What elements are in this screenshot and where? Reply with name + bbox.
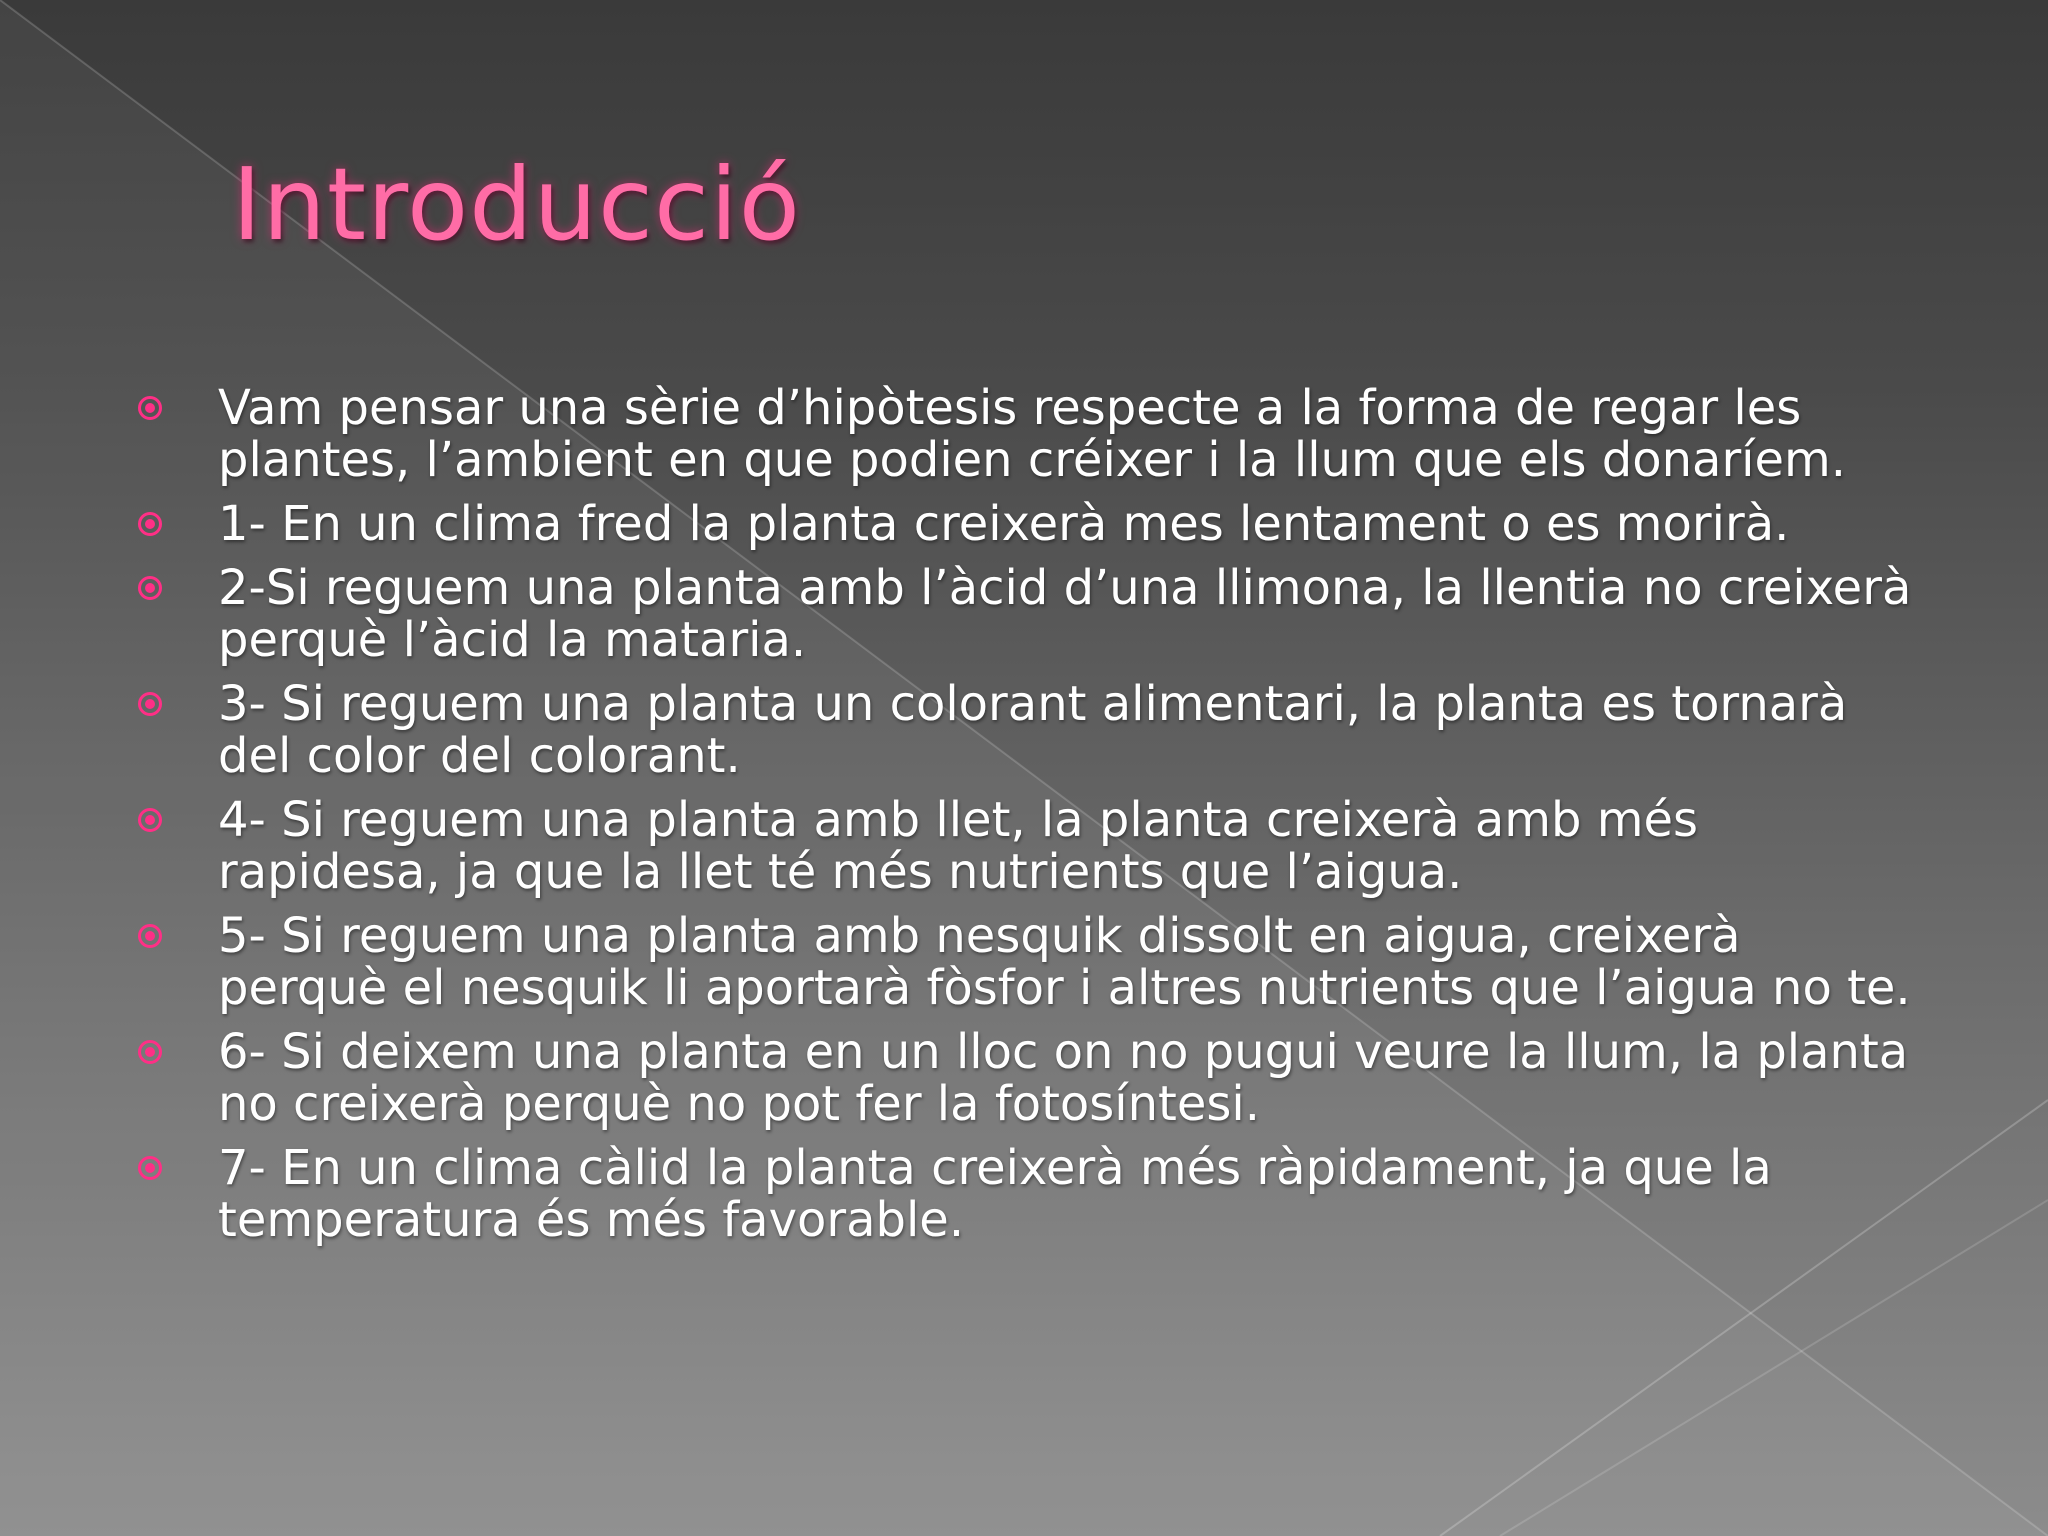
- circle-dot-bullet-icon: [138, 396, 162, 420]
- bullet-item: [134, 910, 1924, 1014]
- circle-dot-bullet-icon: [138, 1040, 162, 1064]
- bullet-text: 7- En un clima càlid la planta creixerà més ràpidament, ja que la temperatura és més favorable.: [218, 1140, 1772, 1248]
- bullet-item: [134, 678, 1924, 782]
- bullet-text: 1- En un clima fred la planta creixerà mes lentament o es morirà.: [218, 496, 1790, 552]
- bullet-text: 4- Si reguem una planta amb llet, la planta creixerà amb més rapidesa, ja que la llet té més nutrients que l’aigua.: [218, 792, 1699, 900]
- bullet-item: [134, 1026, 1924, 1130]
- circle-dot-bullet-icon: [138, 512, 162, 536]
- bullet-item: [134, 382, 1924, 486]
- bullet-item: [134, 794, 1924, 898]
- circle-dot-bullet-icon: [138, 692, 162, 716]
- bullet-list: [134, 382, 1924, 1258]
- bullet-text: 3- Si reguem una planta un colorant alimentari, la planta es tornarà del color del colorant.: [218, 676, 1848, 784]
- bullet-text: 6- Si deixem una planta en un lloc on no pugui veure la llum, la planta no creixerà perquè no pot fer la fotosíntesi.: [218, 1024, 1909, 1132]
- bullet-item: [134, 1142, 1924, 1246]
- bullet-item: [134, 498, 1924, 550]
- slide-title: Introducció: [232, 146, 801, 263]
- circle-dot-bullet-icon: [138, 808, 162, 832]
- circle-dot-bullet-icon: [138, 924, 162, 948]
- bullet-text: 2-Si reguem una planta amb l’àcid d’una llimona, la llentia no creixerà perquè l’àcid la mataria.: [218, 560, 1912, 668]
- circle-dot-bullet-icon: [138, 576, 162, 600]
- bullet-text: 5- Si reguem una planta amb nesquik dissolt en aigua, creixerà perquè el nesquik li aportarà fòsfor i altres nutrients que l’aigua no te.: [218, 908, 1911, 1016]
- circle-dot-bullet-icon: [138, 1156, 162, 1180]
- bullet-text: Vam pensar una sèrie d’hipòtesis respecte a la forma de regar les plantes, l’ambient en que podien créixer i la llum que els donaríem.: [218, 380, 1847, 488]
- bullet-item: [134, 562, 1924, 666]
